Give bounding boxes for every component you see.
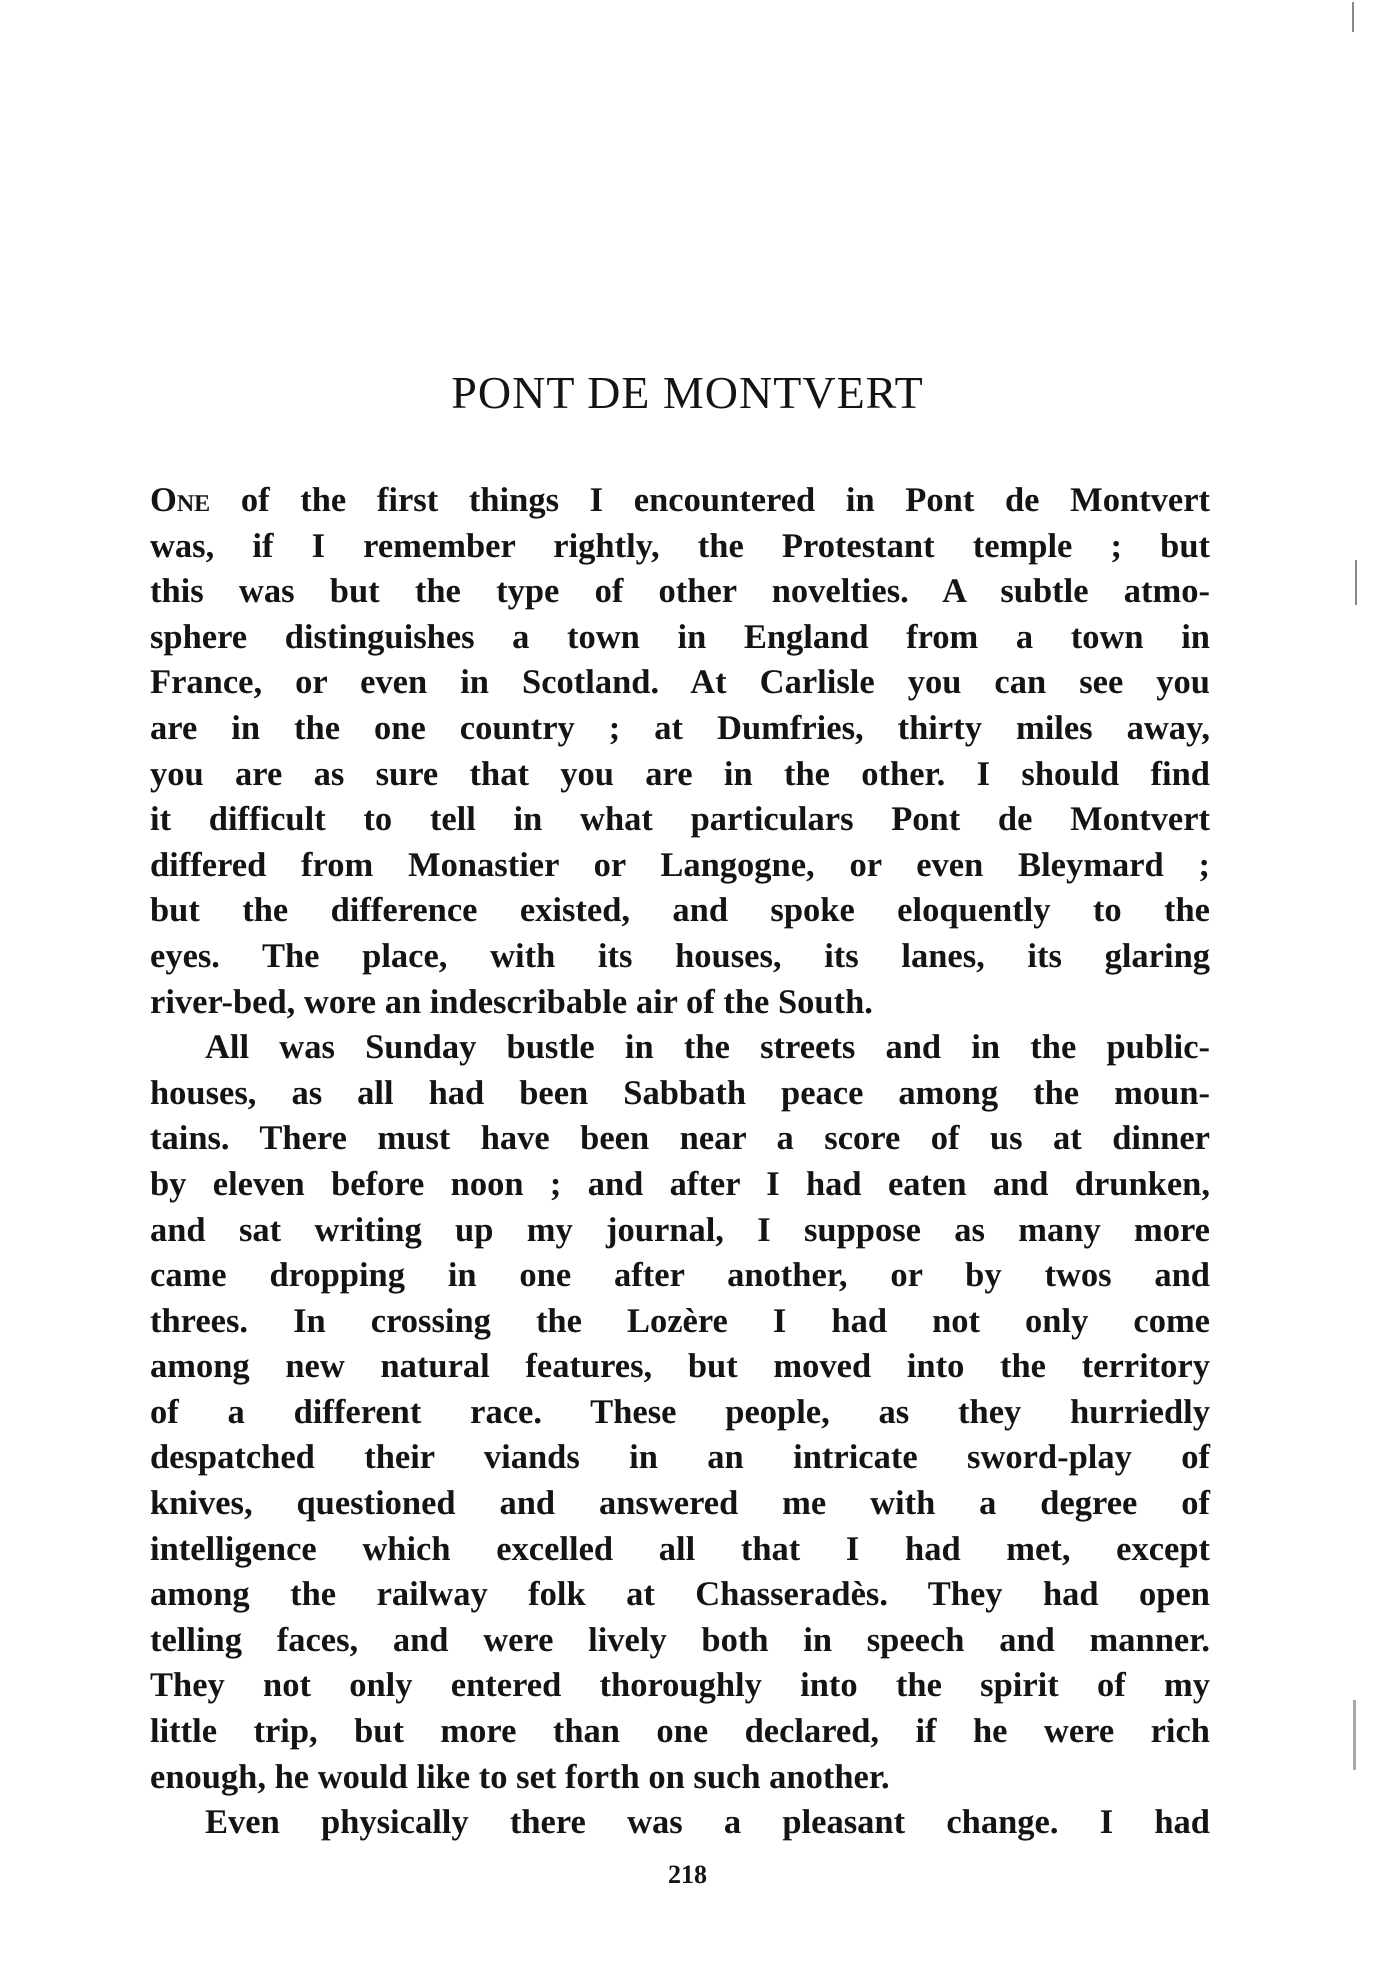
text-line: sphere distinguishes a town in England from a town in — [150, 617, 1210, 656]
text-line: among the railway folk at Chasseradès. They had open — [150, 1575, 1210, 1614]
text-line: France, or even in Scotland. At Carlisle you can see you — [150, 663, 1210, 702]
text-line: river-bed, wore an indescribable air of the South. — [150, 982, 873, 1021]
page-number: 218 — [668, 1860, 707, 1889]
text-line: but the difference existed, and spoke eloquently to the — [150, 891, 1210, 930]
text-line: eyes. The place, with its houses, its lanes, its glaring — [150, 936, 1210, 975]
scan-artifact — [1352, 2, 1354, 32]
text-line: and sat writing up my journal, I suppose as many more — [150, 1210, 1210, 1249]
text-line: are in the one country ; at Dumfries, thirty miles away, — [150, 708, 1210, 747]
text-line: houses, as all had been Sabbath peace among the moun- — [150, 1073, 1210, 1112]
text-line: enough, he would like to set forth on such another. — [150, 1757, 890, 1796]
text-line: little trip, but more than one declared, if he were rich — [150, 1712, 1210, 1751]
text-line: threes. In crossing the Lozère I had not only come — [150, 1301, 1210, 1340]
text-line: They not only entered thoroughly into the spirit of my — [150, 1666, 1210, 1705]
text-line: despatched their viands in an intricate sword-play of — [150, 1438, 1210, 1477]
text-line: was, if I remember rightly, the Protestant temple ; but — [150, 526, 1210, 565]
text-line: it difficult to tell in what particulars Pont de Montvert — [150, 800, 1210, 839]
text-line: Even physically there was a pleasant change. I had — [205, 1803, 1210, 1842]
text-line: telling faces, and were lively both in speech and manner. — [150, 1620, 1210, 1659]
text-line: this was but the type of other novelties. A subtle atmo- — [150, 572, 1210, 611]
scan-artifact — [1353, 1700, 1356, 1770]
text-line: knives, questioned and answered me with a degree of — [150, 1484, 1210, 1523]
text-line: intelligence which excelled all that I had met, except — [150, 1529, 1210, 1568]
text-line: differed from Monastier or Langogne, or even Bleymard ; — [150, 845, 1210, 884]
text-line-content: of the first things I encountered in Pont de Montvert — [210, 481, 1210, 519]
body-text — [150, 478, 1210, 1846]
scan-artifact — [1355, 560, 1357, 605]
text-line: All was Sunday bustle in the streets and in the public- — [205, 1028, 1210, 1067]
text-line: by eleven before noon ; and after I had eaten and drunken, — [150, 1164, 1210, 1203]
chapter-title: PONT DE MONTVERT — [451, 367, 924, 418]
text-line: tains. There must have been near a score of us at dinner — [150, 1119, 1210, 1158]
text-line: you are as sure that you are in the other. I should find — [150, 754, 1210, 793]
text-line: of a different race. These people, as they hurriedly — [150, 1392, 1210, 1431]
text-line — [150, 478, 1210, 524]
lead-small-caps: One — [150, 481, 211, 519]
text-line: came dropping in one after another, or by twos and — [150, 1256, 1210, 1295]
text-line: among new natural features, but moved into the territory — [150, 1347, 1210, 1386]
